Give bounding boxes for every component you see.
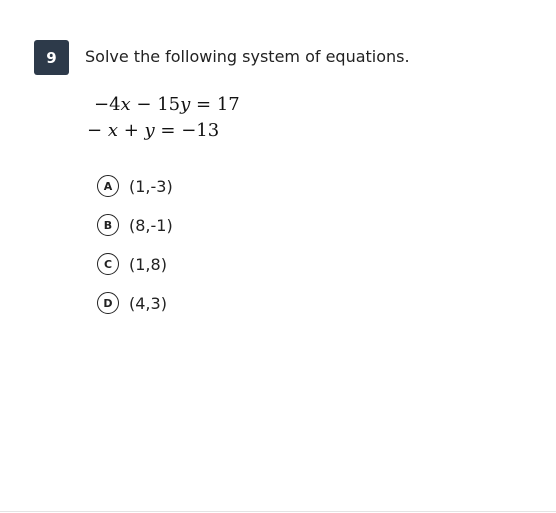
equation-1 [94, 94, 240, 115]
choice-letter-b[interactable]: B [97, 214, 119, 236]
equation-2-variable-x: x [107, 120, 118, 141]
choice-text-d[interactable]: (4,3) [129, 293, 167, 313]
equation-2-rhs: = −13 [154, 120, 220, 141]
answer-choice-d[interactable] [97, 292, 167, 314]
choice-text-c[interactable]: (1,8) [129, 254, 167, 274]
question-prompt: Solve the following system of equations. [85, 47, 410, 66]
answer-choice-c[interactable] [97, 253, 167, 275]
equation-2-coefficient: − [87, 120, 108, 141]
choice-text-b[interactable]: (8,-1) [129, 215, 173, 235]
choice-text-a[interactable]: (1,-3) [129, 176, 173, 196]
equation-1-coefficient: −4 [94, 94, 121, 115]
equation-1-operator: − 15 [130, 94, 181, 115]
choice-letter-c[interactable]: C [97, 253, 119, 275]
choice-letter-a[interactable]: A [97, 175, 119, 197]
choice-letter-d[interactable]: D [97, 292, 119, 314]
equation-2-operator: + [117, 120, 145, 141]
equation-1-variable-x: x [120, 94, 131, 115]
answer-choice-b[interactable] [97, 214, 173, 236]
answer-choice-a[interactable] [97, 175, 173, 197]
equation-1-variable-y: y [180, 94, 191, 115]
question-number: 9 [46, 48, 57, 67]
bottom-divider [0, 511, 556, 512]
question-number-badge [34, 40, 69, 75]
equation-2 [87, 120, 219, 141]
equation-1-rhs: = 17 [190, 94, 240, 115]
equation-2-variable-y: y [144, 120, 155, 141]
